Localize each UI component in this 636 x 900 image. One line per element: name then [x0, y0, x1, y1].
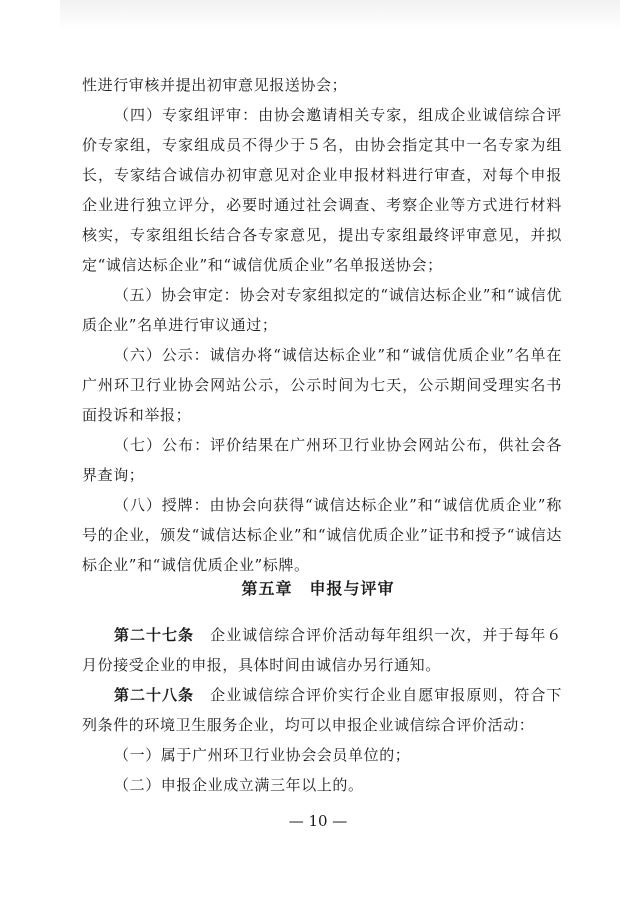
- procedure-item-8: （八）授牌：由协会向获得“诚信达标企业”和“诚信优质企业”称号的企业，颁发“诚信达标企业”和“诚信优质企业”证书和授予“诚信达标企业”和“诚信优质企业”标牌。: [82, 496, 562, 574]
- continued-paragraph: 性进行审核并提出初审意见报送协会；: [82, 76, 348, 94]
- articles-section: [82, 620, 562, 800]
- condition-2: （二）申报企业成立满三年以上的。: [114, 776, 364, 794]
- show-through-artifact: [60, 0, 620, 30]
- article-27-number: 第二十七条: [114, 626, 195, 644]
- procedure-item-6: （六）公示：诚信办将“诚信达标企业”和“诚信优质企业”名单在广州环卫行业协会网站公示，公示时间为七天，公示期间受理实名书面投诉和举报；: [82, 346, 562, 424]
- article-28-number: 第二十八条: [114, 686, 195, 704]
- procedure-item-5: （五）协会审定：协会对专家组拟定的“诚信达标企业”和“诚信优质企业”名单进行审议通过；: [82, 286, 562, 334]
- condition-1: （一）属于广州环卫行业协会会员单位的；: [114, 746, 411, 764]
- article-27-text: 企业诚信综合评价活动每年组织一次，并于每年６月份接受企业的申报，具体时间由诚信办另行通知。: [82, 626, 562, 674]
- page-number: — 10 —: [288, 812, 348, 830]
- procedure-item-7: （七）公布：评价结果在广州环卫行业协会网站公布，供社会各界查询；: [82, 436, 562, 484]
- chapter-heading: 第五章 申报与评审: [241, 579, 395, 598]
- procedure-item-4: （四）专家组评审：由协会邀请相关专家，组成企业诚信综合评价专家组，专家组成员不得少于５名，由协会指定其中一名专家为组长，专家结合诚信办初审意见对企业申报材料进行审查，对每个申报企业进行独立评分，必要时通过社会调查、考察企业等方式进行材料核实，专家组组长结合各专家意见，提出专家组最终评审意见，并拟定“诚信达标企业”和“诚信优质企业”名单报送协会；: [82, 106, 562, 274]
- article-27: [82, 620, 562, 680]
- article-28: [82, 680, 562, 740]
- article-28-text: 企业诚信综合评价实行企业自愿审报原则，符合下列条件的环境卫生服务企业，均可以申报企业诚信综合评价活动：: [82, 686, 562, 734]
- procedure-section: [82, 70, 562, 580]
